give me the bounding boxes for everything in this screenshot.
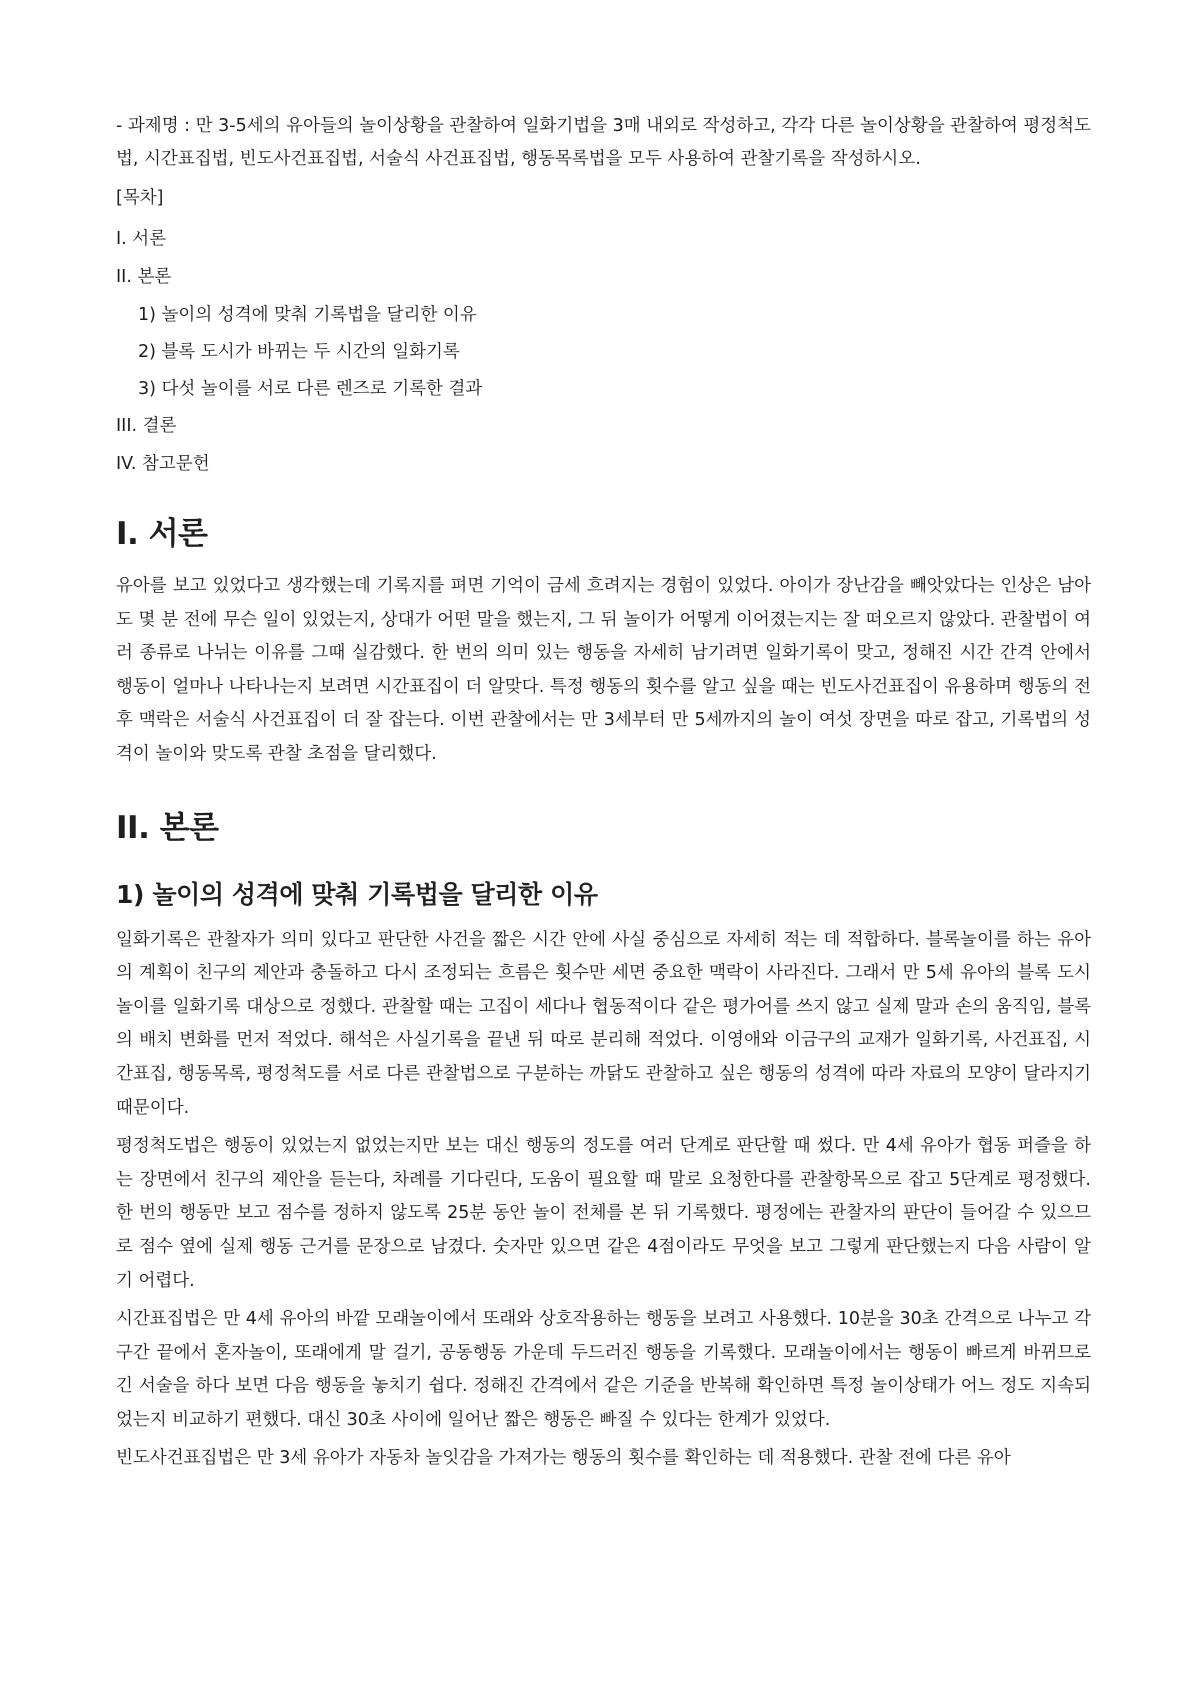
toc-item-body-1: 1) 놀이의 성격에 맞춰 기록법을 달리한 이유 (138, 305, 477, 325)
body-paragraph-frequency-sampling: 빈도사건표집법은 만 3세 유아가 자동차 놀잇감을 가져가는 행동의 횟수를 확인하는 데 적용했다. 관찰 전에 다른 유아 (116, 1448, 1011, 1469)
body-paragraph-rating-scale: 평정척도법은 행동이 있었는지 없었는지만 보는 대신 행동의 정도를 여러 단계로 판단할 때 썼다. 만 4세 유아가 협동 퍼즐을 하는 장면에서 친구의 제안을 듣는다, 차례를 기다린다, 도움이 필요할 때 말로 요청한다를 관찰항목으로 잡고 5단계로 평정했다. 한 번의 행동만 보고 점수를 정하지 않도록 25분 동안 놀이 전체를 본 뒤 기록했다. 평정에는 관찰자의 판단이 들어갈 수 있으므로 점수 옆에 실제 행동 근거를 문장으로 남겼다. 숫자만 있으면 같은 4점이라도 무엇을 보고 그렇게 판단했는지 다음 사람이 알기 어렵다. (116, 1136, 1091, 1291)
body-paragraph-time-sampling: 시간표집법은 만 4세 유아의 바깥 모래놀이에서 또래와 상호작용하는 행동을 보려고 사용했다. 10분을 30초 간격으로 나누고 각 구간 끝에서 혼자놀이, 또래에게 말 걸기, 공동행동 가운데 두드러진 행동을 기록했다. 모래놀이에서는 행동이 빠르게 바뀌므로 긴 서술을 하다 보면 다음 행동을 놓치기 쉽다. 정해진 간격에서 같은 기준을 반복해 확인하면 특정 놀이상태가 어느 정도 지속되었는지 비교하기 편했다. 대신 30초 사이에 일어난 짧은 행동은 빠질 수 있다는 한계가 있었다. (116, 1309, 1091, 1430)
table-of-contents (116, 182, 1091, 478)
toc-item-body: II. 본론 (116, 267, 172, 287)
assignment-description: - 과제명 : 만 3-5세의 유아들의 놀이상황을 관찰하여 일화기법을 3매 내외로 작성하고, 각각 다른 놀이상황을 관찰하여 평정척도법, 시간표집법, 빈도사건표집법, 서술식 사건표집법, 행동목록법을 모두 사용하여 관찰기록을 작성하시오. (116, 116, 1091, 169)
intro-heading: I. 서론 (116, 516, 208, 552)
toc-item-conclusion: III. 결론 (116, 416, 177, 436)
intro-paragraph: 유아를 보고 있었다고 생각했는데 기록지를 펴면 기억이 금세 흐려지는 경험이 있었다. 아이가 장난감을 빼앗았다는 인상은 남아도 몇 분 전에 무슨 일이 있었는지, 상대가 어떤 말을 했는지, 그 뒤 놀이가 어떻게 이어졌는지는 잘 떠오르지 않았다. 관찰법이 여러 종류로 나뉘는 이유를 그때 실감했다. 한 번의 의미 있는 행동을 자세히 남기려면 일화기록이 맞고, 정해진 시간 간격 안에서 행동이 얼마나 나타나는지 보려면 시간표집이 더 알맞다. 특정 행동의 횟수를 알고 싶을 때는 빈도사건표집이 유용하며 행동의 전후 맥락은 서술식 사건표집이 더 잘 잡는다. 이번 관찰에서는 만 3세부터 만 5세까지의 놀이 여섯 장면을 따로 잡고, 기록법의 성격이 놀이와 맞도록 관찰 초점을 달리했다. (116, 576, 1091, 764)
toc-item-intro: I. 서론 (116, 229, 167, 249)
toc-item-references: IV. 참고문헌 (116, 454, 210, 474)
document-page (116, 110, 1091, 1481)
toc-title: [목차] (116, 188, 164, 208)
toc-item-body-3: 3) 다섯 놀이를 서로 다른 렌즈로 기록한 결과 (138, 379, 483, 399)
toc-item-body-2: 2) 블록 도시가 바뀌는 두 시간의 일화기록 (138, 342, 460, 362)
body-subheading-1: 1) 놀이의 성격에 맞춰 기록법을 달리한 이유 (116, 879, 598, 909)
body-paragraph-anecdotal: 일화기록은 관찰자가 의미 있다고 판단한 사건을 짧은 시간 안에 사실 중심으로 자세히 적는 데 적합하다. 블록놀이를 하는 유아의 계획이 친구의 제안과 충돌하고 다시 조정되는 흐름은 횟수만 세면 중요한 맥락이 사라진다. 그래서 만 5세 유아의 블록 도시 놀이를 일화기록 대상으로 정했다. 관찰할 때는 고집이 세다나 협동적이다 같은 평가어를 쓰지 않고 실제 말과 손의 움직임, 블록의 배치 변화를 먼저 적었다. 해석은 사실기록을 끝낸 뒤 따로 분리해 적었다. 이영애와 이금구의 교재가 일화기록, 사건표집, 시간표집, 행동목록, 평정척도를 서로 다른 관찰법으로 구분하는 까닭도 관찰하고 싶은 행동의 성격에 따라 자료의 모양이 달라지기 때문이다. (116, 929, 1091, 1118)
body-heading: II. 본론 (116, 809, 219, 846)
